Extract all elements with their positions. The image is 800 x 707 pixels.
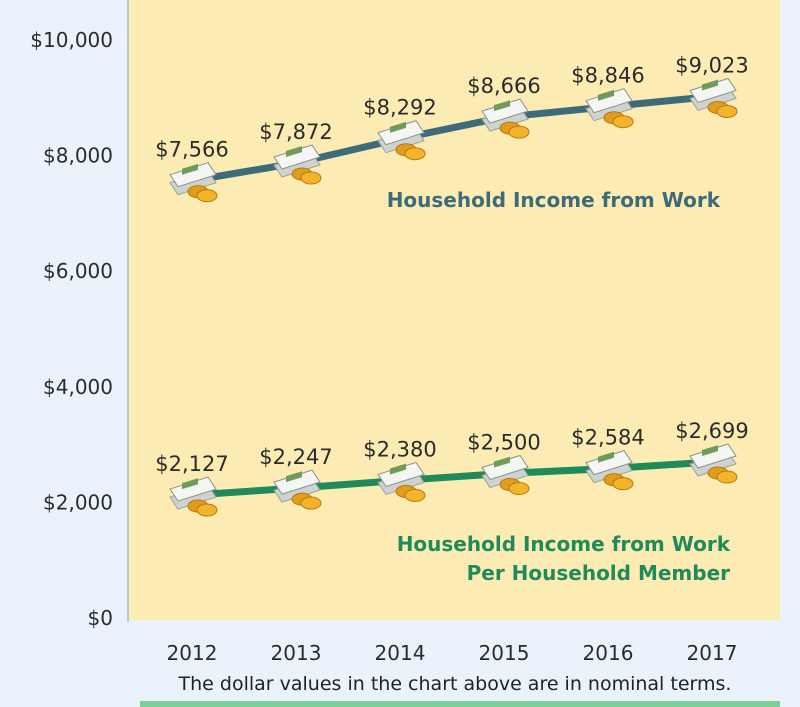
coin-front	[197, 190, 217, 202]
data-label: $7,872	[259, 119, 333, 144]
data-label: $8,666	[467, 74, 541, 99]
data-label: $2,584	[571, 425, 645, 450]
data-label: $7,566	[155, 137, 229, 162]
coin-front	[509, 126, 529, 138]
x-tick-label: 2015	[478, 641, 530, 665]
data-label: $2,127	[155, 452, 229, 477]
coin-front	[405, 148, 425, 160]
data-label: $9,023	[675, 53, 749, 78]
data-label: $2,247	[259, 445, 333, 470]
data-label: $2,699	[675, 418, 749, 443]
x-tick-label: 2013	[270, 641, 322, 665]
coin-front	[613, 478, 633, 490]
y-tick-label: $10,000	[30, 28, 113, 52]
y-tick-label: $4,000	[43, 374, 113, 399]
x-tick-label: 2016	[582, 641, 634, 665]
y-tick-label: $0	[87, 606, 113, 630]
coin-front	[509, 483, 529, 495]
data-label: $2,380	[363, 437, 437, 462]
coin-front	[301, 172, 321, 184]
data-label: $8,846	[571, 63, 645, 88]
series-name-label: Per Household Member	[466, 561, 730, 585]
series-name-label: Household Income from Work	[396, 532, 730, 556]
coin-front	[301, 497, 321, 509]
bottom-strip	[140, 701, 780, 707]
x-tick-label: 2012	[166, 641, 218, 665]
data-label: $2,500	[467, 430, 541, 455]
chart-note: The dollar values in the chart above are in nominal terms.	[178, 673, 732, 695]
coin-front	[405, 489, 425, 501]
coin-front	[717, 471, 737, 483]
plot-background	[128, 0, 780, 620]
y-tick-label: $2,000	[43, 490, 113, 515]
x-tick-label: 2014	[374, 641, 426, 665]
coin-front	[197, 504, 217, 516]
y-tick-label: $8,000	[43, 143, 113, 168]
coin-front	[613, 116, 633, 128]
data-label: $8,292	[363, 95, 437, 120]
coin-front	[717, 105, 737, 117]
series-name-label: Household Income from Work	[386, 188, 720, 212]
y-tick-label: $6,000	[43, 259, 113, 284]
x-tick-label: 2017	[686, 641, 738, 665]
